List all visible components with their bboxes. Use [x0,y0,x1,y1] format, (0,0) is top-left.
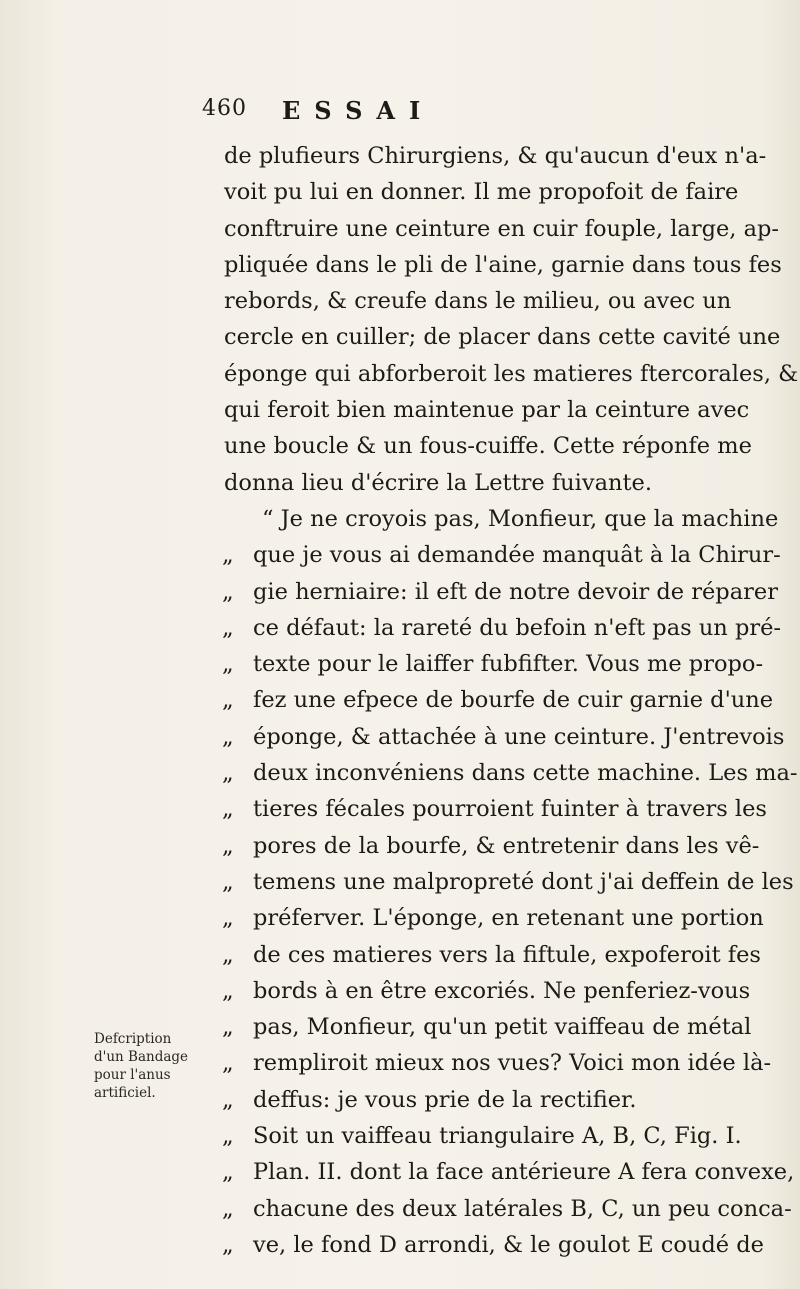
line-text: temens une malpropreté dont j'ai deffein de les [253,868,794,895]
body-text [222,138,799,1263]
quote-mark: „ [222,905,234,932]
line-text: que je vous ai demandée manquât à la Chirur- [253,542,781,569]
line-text: pas, Monfieur, qu'un petit vaiffeau de métal [253,1014,752,1041]
text-line [224,828,776,864]
text-line [224,319,781,355]
line-text: éponge qui abforberoit les matieres ftercorales, & [224,360,799,387]
quote-mark: „ [222,614,234,641]
line-text: pores de la bourfe, & entretenir dans les vê- [253,832,760,859]
line-text: gie herniaire: il eft de notre devoir de réparer [253,578,778,605]
text-line [224,900,776,936]
quote-mark: „ [222,977,234,1004]
quote-mark: „ [222,687,234,714]
line-text: texte pour le laiffer fubfifter. Vous me propo- [253,651,764,678]
text-line [222,755,798,791]
line-text: cercle en cuiller; de placer dans cette cavité une [224,324,781,351]
quote-mark: „ [222,1123,234,1150]
text-line [224,1045,776,1081]
text-line [224,247,782,283]
text-line [222,1191,792,1227]
quote-mark: „ [222,1195,234,1222]
quote-mark: „ [222,651,234,678]
quote-mark: „ [222,1231,234,1258]
text-line [224,211,780,247]
quote-mark: „ [222,832,234,859]
text-line [224,283,776,319]
line-text: ce défaut: la rareté du befoin n'eft pas un pré- [253,614,782,641]
quote-mark: „ [222,868,234,895]
text-line [224,174,776,210]
quote-mark: „ [222,1050,234,1077]
quote-mark: „ [222,542,234,569]
text-line [224,1009,776,1045]
running-title: ESSAI [282,96,435,125]
text-line [224,356,799,392]
margin-note-line: pour l'anus [94,1067,171,1083]
line-text: de ces matieres vers la fiftule, expoferoit fes [253,941,761,968]
quote-mark: „ [222,1159,234,1186]
line-text: Plan. II. dont la face antérieure A fera convexe, [253,1159,795,1186]
text-line [222,610,782,646]
line-text: chacune des deux latérales B, C, un peu conca- [253,1195,792,1222]
text-line [222,1154,795,1190]
text-line [224,646,776,682]
text-line [224,1082,776,1118]
line-text: deux inconvéniens dans cette machine. Les ma- [253,760,798,787]
line-text: donna lieu d'écrire la Lettre fuivante. [224,469,652,496]
text-line [224,138,776,174]
line-text: voit pu lui en donner. Il me propofoit de faire [224,179,739,206]
text-line [222,719,785,755]
quote-mark: „ [222,723,234,750]
text-line [224,465,776,501]
running-head [202,96,602,126]
margin-note-line: Defcription [94,1031,172,1047]
quote-mark: „ [222,941,234,968]
quote-mark: „ [222,796,234,823]
margin-note-line: artificiel. [94,1085,156,1101]
line-text: qui feroit bien maintenue par la ceinture avec [224,397,750,424]
line-text: conftruire une ceinture en cuir fouple, large, ap- [224,215,780,242]
line-text: bords à en être excoriés. Ne penferiez-vous [253,977,751,1004]
text-line [222,864,794,900]
margin-note [94,1030,218,1102]
quote-mark: „ [222,1086,234,1113]
line-text: Soit un vaiffeau triangulaire A, B, C, Fig. I. [253,1123,742,1150]
text-line [224,574,776,610]
text-line [224,937,776,973]
quote-mark: „ [222,760,234,787]
text-line [224,392,776,428]
text-line [222,537,781,573]
text-line [224,428,776,464]
line-text: “ Je ne croyois pas, Monfieur, que la machine [262,505,779,532]
line-text: préferver. L'éponge, en retenant une portion [253,905,764,932]
line-text: de plufieurs Chirurgiens, & qu'aucun d'eux n'a- [224,143,767,169]
text-line [224,1118,776,1154]
text-line [224,501,779,537]
line-text: ve, le fond D arrondi, & le goulot E coudé de [253,1231,764,1258]
quote-mark: „ [222,1014,234,1041]
page-number: 460 [202,96,247,121]
margin-note-line: d'un Bandage [94,1049,189,1065]
line-text: tieres fécales pourroient fuinter à travers les [253,796,767,823]
line-text: pliquée dans le pli de l'aine, garnie dans tous fes [224,251,782,278]
text-line [224,682,776,718]
line-text: rempliroit mieux nos vues? Voici mon idée là- [253,1050,772,1077]
line-text: deffus: je vous prie de la rectifier. [253,1086,637,1113]
line-text: rebords, & creufe dans le milieu, ou avec un [224,288,732,315]
line-text: une boucle & un fous-cuiffe. Cette réponfe me [224,433,752,460]
text-line [224,973,776,1009]
text-line [224,1227,776,1263]
line-text: fez une efpece de bourfe de cuir garnie d'une [253,687,774,714]
line-text: éponge, & attachée à une ceinture. J'entrevois [253,723,785,750]
text-line [224,791,776,827]
quote-mark: „ [222,578,234,605]
